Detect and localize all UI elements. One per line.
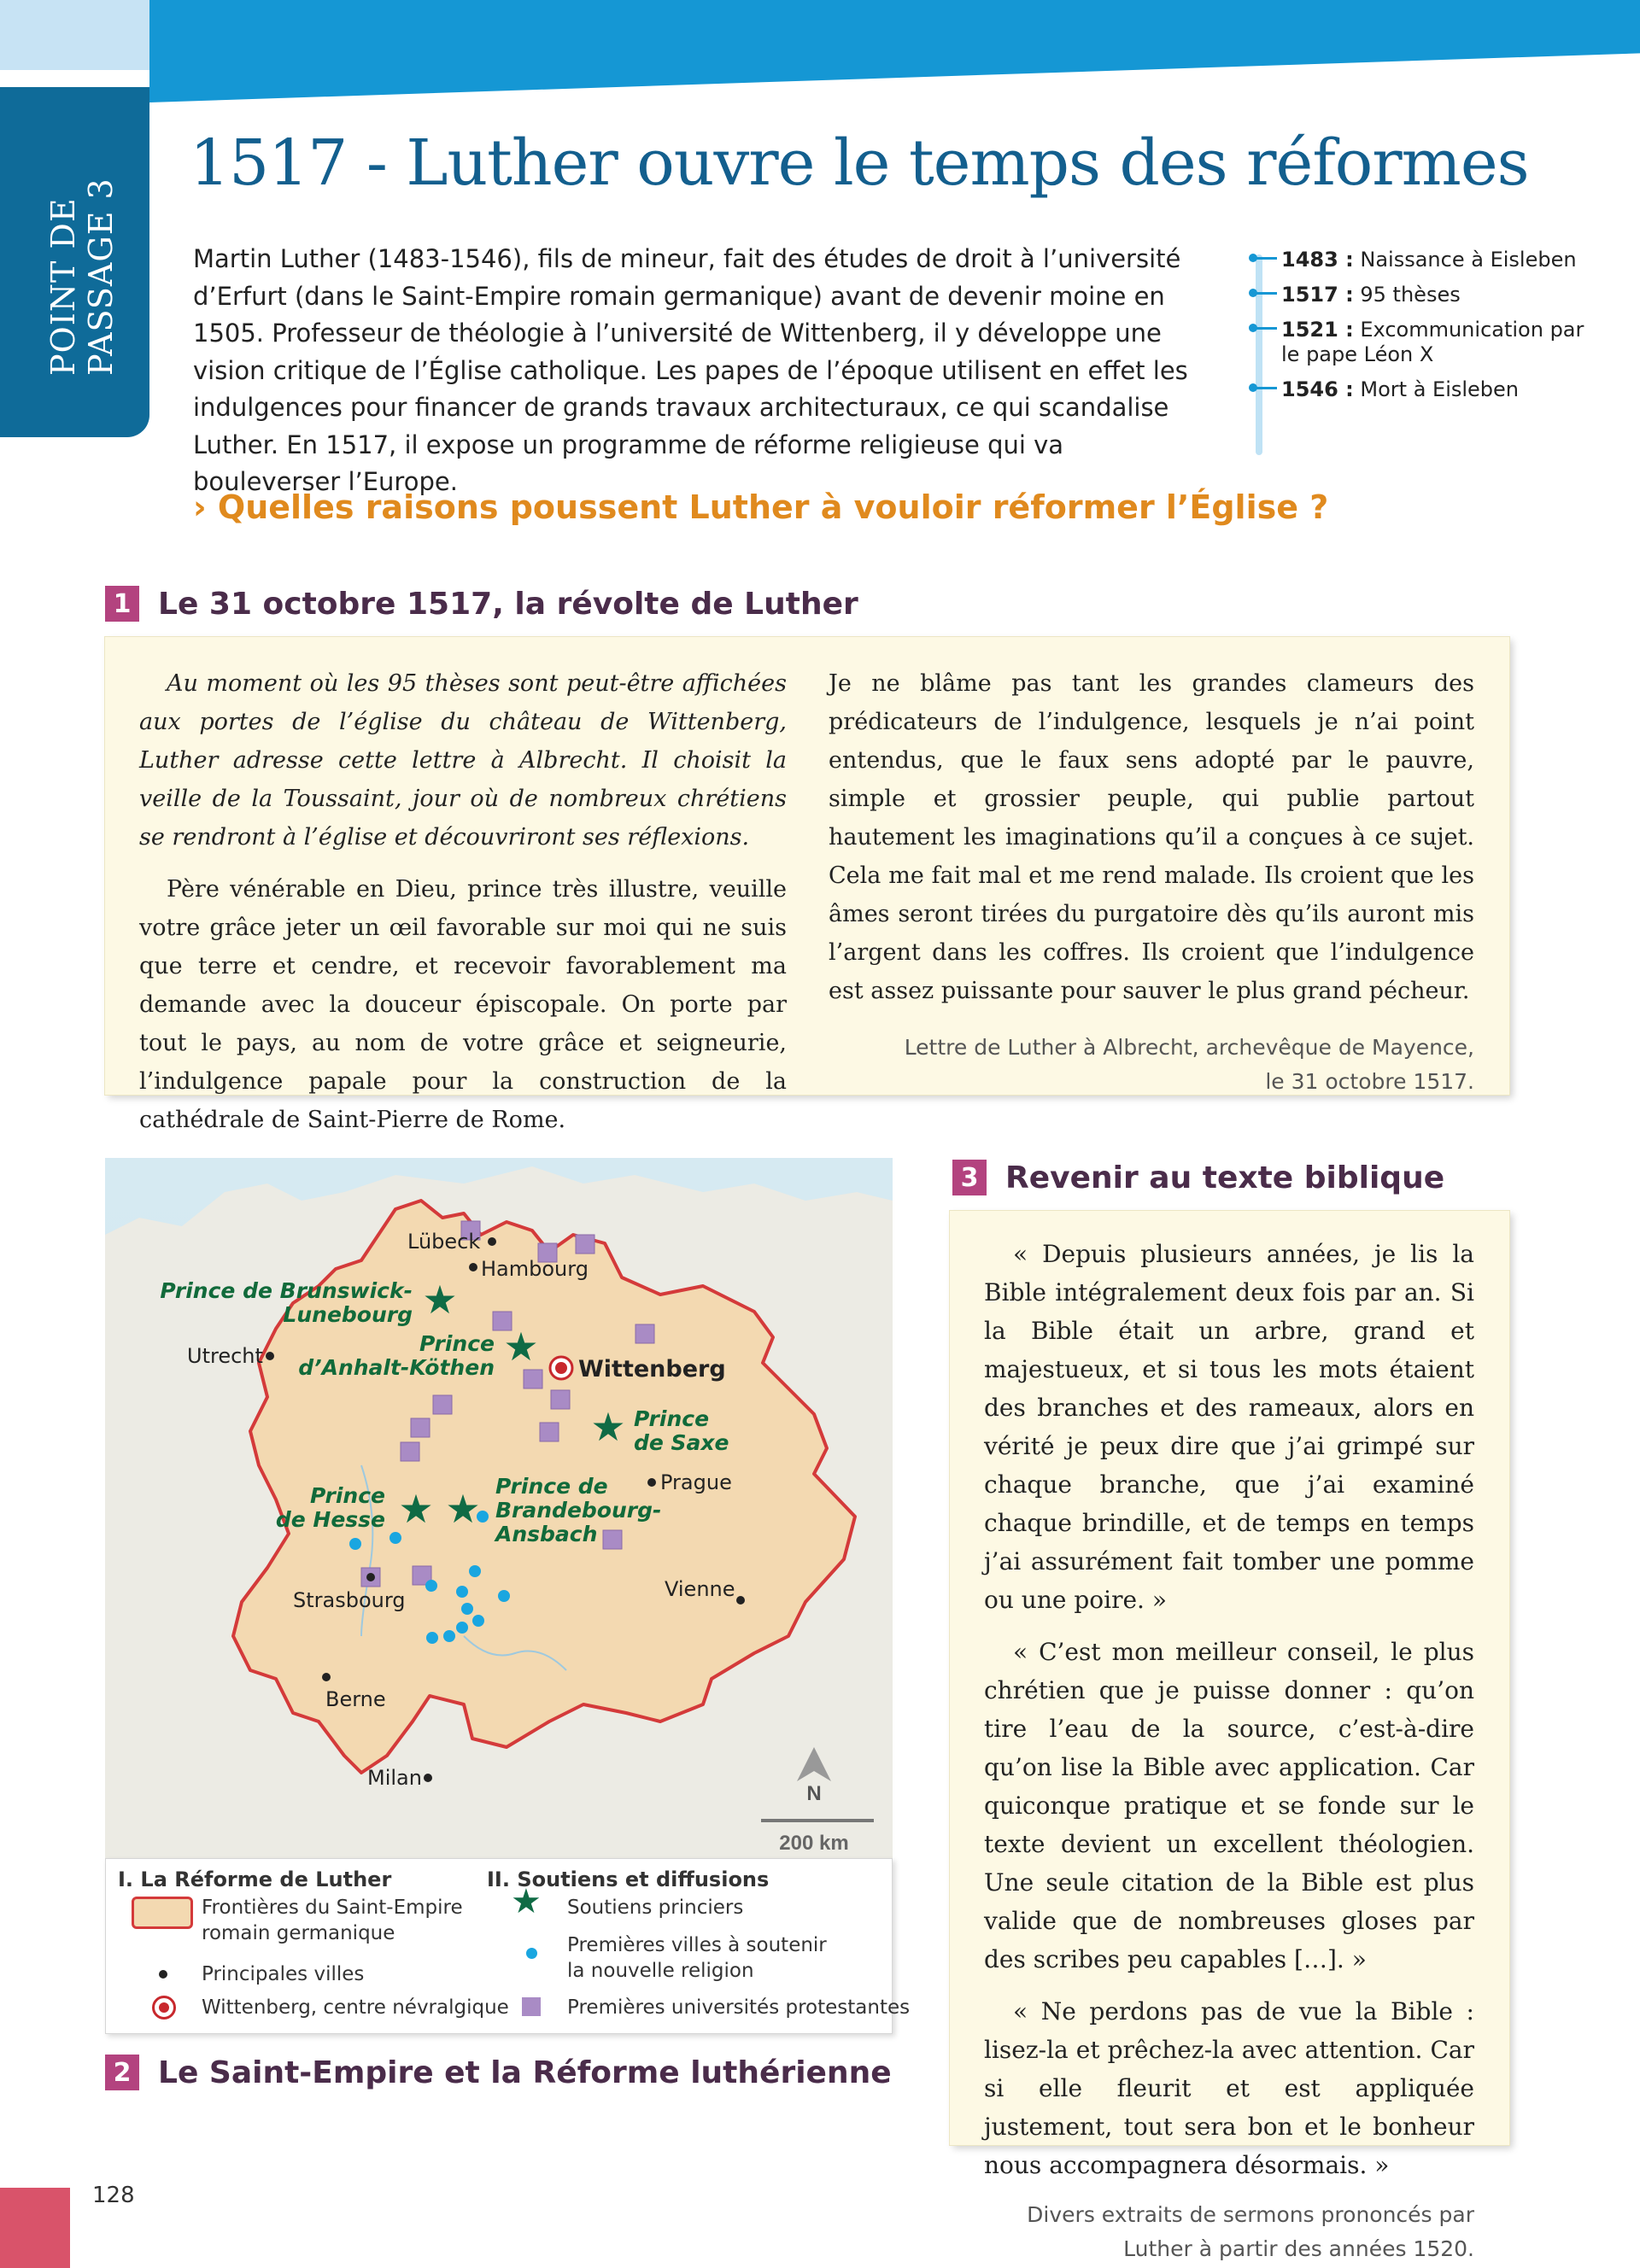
timeline-text: Excommunication par le pape Léon X [1281,318,1584,366]
wittenberg-marker-core [555,1362,567,1374]
city-dot [366,1573,375,1581]
timeline-item [1249,318,1608,367]
legend-city-dot [159,1970,167,1979]
timeline-item [1249,248,1608,272]
doc2-heading [105,2055,892,2090]
legend-borders-line2: romain germanique [202,1922,395,1944]
prince-brandebourg-line1: Prince de [495,1474,608,1499]
timeline-item [1249,377,1608,402]
timeline-text: Mort à Eisleben [1360,377,1520,401]
scale-label: 200 km [779,1832,849,1855]
city-label-utrecht: Utrecht [187,1344,263,1368]
intro-paragraph: Martin Luther (1483-1546), fils de mineur, fait des études de droit à l’université d’Erfurt (dans le Saint-Empire romain germanique) avant de devenir moine en 1505. Professeur de théologie à l’université de Wittenberg, il y développe une vision critique de l’Église catholique. Les papes de l’époque utilisent en effet les indulgences pour financer de grands travaux architecturaux, ce qui scandalise Luther. En 1517, il expose un programme de réforme religieuse qui va bouleverser l’Europe. [193,244,1188,496]
first-city-marker [426,1632,438,1644]
legend-cities: Principales villes [202,1963,365,1985]
doc3-source-line2: Luther à partir des années 1520. [1123,2236,1474,2261]
doc3-para2: « C’est mon meilleur conseil, le plus chrétien que je puisse donner : qu’on tire l’eau de la source, c’est-à-dire qu’on lise la Bible avec application. Car quiconque pratique et se fonde sur le texte devient un excellent théologien. Une seule citation de la Bible est plus valide que de nombreuses gloses par des scribes peu capables […]. » [984,1638,1474,1973]
first-city-marker [425,1580,437,1592]
doc1-heading [105,586,858,622]
prince-hesse-line1: Prince [309,1483,385,1508]
city-dot [266,1352,274,1360]
doc3-text [984,1235,1474,2266]
city-dot [424,1774,432,1782]
timeline-text: 95 thèses [1360,283,1461,307]
first-city-marker [456,1586,468,1598]
city-label-lubeck: Lübeck [407,1230,481,1254]
doc3-para1: « Depuis plusieurs années, je lis la Bible intégralement deux fois par an. Si la Bible était un arbre, grand et majestueux, et si tous les mots étaient des branches et des rameaux, alors en vérité je peux dire que j’ai grimpé sur chaque branche, que j’ai examiné chaque brindille, et de temps en temps j’ai assurément fait tomber une pomme ou une poire. » [984,1240,1474,1614]
header-band [149,0,1640,102]
city-dot [736,1596,745,1605]
map-svg [105,1158,893,1858]
guiding-question: › Quelles raisons poussent Luther à vouloir réformer l’Église ? [193,488,1329,526]
doc1-intro: Au moment où les 95 thèses sont peut-être affichées aux portes de l’église du château de Wittenberg, Luther adresse cette lettre à Albrecht. Il choisit la veille de la Toussaint, jour où de nombreux chrétiens se rendront à l’église et découvriront ses réflexions. [139,670,787,850]
star-icon: ★ [398,1486,434,1532]
legend-section1: I. La Réforme de Luther [118,1868,392,1891]
star-icon: ★ [590,1404,626,1450]
doc1-para2: Je ne blâme pas tant les grandes clameurs des prédicateurs de l’indulgence, lesquels je n’ai point entendus, que le faux sens adopté par le pauvre, simple et grossier peuple, qui publie partout hautement les imaginations qu’il a conçues à ce sujet. Cela me fait mal et me rend malade. Ils croient que les âmes seront tirées du purgatoire dès qu’ils auront mis l’argent dans les coffres. Ils croient que l’indulgence est assez puissante pour sauver le plus grand pécheur. [829,670,1474,1004]
star-icon: ★ [503,1324,539,1370]
side-tab-label [44,178,120,376]
prince-anhalt-line1: Prince [419,1331,495,1356]
legend-section2: II. Soutiens et diffusions [487,1868,770,1891]
city-dot [647,1478,656,1487]
city-label-vienne: Vienne [665,1577,735,1601]
university-marker [411,1418,430,1437]
city-label-strasbourg: Strasbourg [293,1588,406,1612]
timeline-text: Naissance à Eisleben [1360,248,1577,272]
doc1-title: Le 31 octobre 1517, la révolte de Luther [158,586,858,622]
legend-border-swatch [132,1897,193,1929]
timeline [1249,248,1608,412]
city-label-prague: Prague [660,1470,732,1494]
university-marker [540,1423,559,1441]
page-number-bar [0,2188,70,2268]
city-dot [322,1673,331,1681]
timeline-year: 1546 : [1281,377,1354,401]
first-city-marker [472,1615,484,1627]
timeline-item [1249,283,1608,307]
legend-princes: Soutiens princiers [567,1897,744,1919]
doc1-source [829,1031,1474,1099]
star-icon: ★ [422,1277,458,1323]
prince-anhalt-line2: d’Anhalt-Köthen [298,1355,495,1380]
university-marker [551,1390,570,1409]
page-number: 128 [92,2183,135,2208]
legend-borders-line1: Frontières du Saint-Empire [202,1897,463,1919]
doc3-number: 3 [952,1160,987,1195]
doc3-title: Revenir au texte biblique [1005,1160,1445,1195]
university-marker [433,1395,452,1414]
first-city-marker [498,1590,510,1602]
city-label-berne: Berne [325,1687,386,1711]
city-label-milan: Milan [367,1766,422,1790]
prince-brunswick-line2: Lunebourg [283,1302,413,1327]
prince-brandebourg-line2: Brandebourg- [495,1498,662,1523]
university-marker [576,1235,594,1254]
city-label-wittenberg: Wittenberg [578,1356,726,1382]
first-city-marker [443,1630,455,1642]
university-marker [636,1324,654,1343]
header-accent-light [0,0,149,70]
first-city-marker [349,1538,361,1550]
doc1-right-column [829,664,1474,1099]
legend-first-cities-line1: Premières villes à soutenir [567,1934,827,1956]
doc3-source-line1: Divers extraits de sermons prononcés par [1027,2202,1474,2227]
doc1-left-column [139,664,787,1139]
prince-hesse-line2: de Hesse [275,1507,385,1532]
timeline-year: 1483 : [1281,248,1354,272]
side-tab-line2: PASSAGE 3 [82,178,120,376]
legend-university-square [522,1997,541,2016]
doc3-para3: « Ne perdons pas de vue la Bible : lisez-la et prêchez-la avec attention. Car si elle fleurit et est appliquée justement, tout sera bon et le bonheur nous accompagnera désormais. » [984,1997,1474,2179]
north-label: N [806,1782,822,1805]
timeline-year: 1517 : [1281,283,1354,307]
legend-wittenberg-marker [152,1996,176,2020]
map [105,1158,893,1858]
city-dot [469,1263,477,1271]
legend-universities: Premières universités protestantes [567,1996,911,2019]
side-tab-line1: POINT DE [44,197,82,376]
map-legend [105,1858,911,2034]
legend-star-icon: ★ [511,1882,542,1921]
legend-first-cities-line2: la nouvelle religion [567,1960,754,1982]
doc1-number: 1 [105,586,139,622]
doc3-heading [952,1160,1444,1195]
doc1-source-line2: le 31 octobre 1517. [1265,1069,1474,1094]
university-marker [603,1530,622,1549]
legend-wittenberg: Wittenberg, centre névralgique [202,1996,509,2019]
legend-first-city-dot [526,1948,537,1959]
prince-saxe-line1: Prince [634,1406,710,1431]
prince-saxe-line2: de Saxe [634,1430,729,1455]
doc2-number: 2 [105,2055,139,2090]
city-label-hambourg: Hambourg [481,1257,589,1281]
star-icon: ★ [445,1486,481,1532]
doc3-source [984,2198,1474,2266]
first-city-marker [469,1565,481,1577]
prince-brunswick-line1: Prince de Brunswick- [160,1278,413,1303]
doc2-title: Le Saint-Empire et la Réforme luthérienne [158,2055,892,2090]
prince-brandebourg-line3: Ansbach [495,1522,598,1546]
doc1-para1: Père vénérable en Dieu, prince très illustre, veuille votre grâce jeter un œil favorable sur moi qui ne suis que terre et cendre, et recevoir favorablement ma demande avec la douceur épiscopale. On porte par tout le pays, au nom de votre grâce et seigneurie, l’indulgence papale pour la construction de la cathédrale de Saint-Pierre de Rome. [139,876,787,1133]
university-marker [524,1370,542,1388]
university-marker [401,1442,419,1461]
timeline-year: 1521 : [1281,318,1354,342]
first-city-marker [456,1622,468,1634]
first-city-marker [390,1532,401,1544]
city-dot [488,1237,496,1246]
doc1-source-line1: Lettre de Luther à Albrecht, archevêque de Mayence, [904,1035,1474,1060]
page-title: 1517 - Luther ouvre le temps des réformes [190,126,1529,200]
first-city-marker [461,1603,473,1615]
